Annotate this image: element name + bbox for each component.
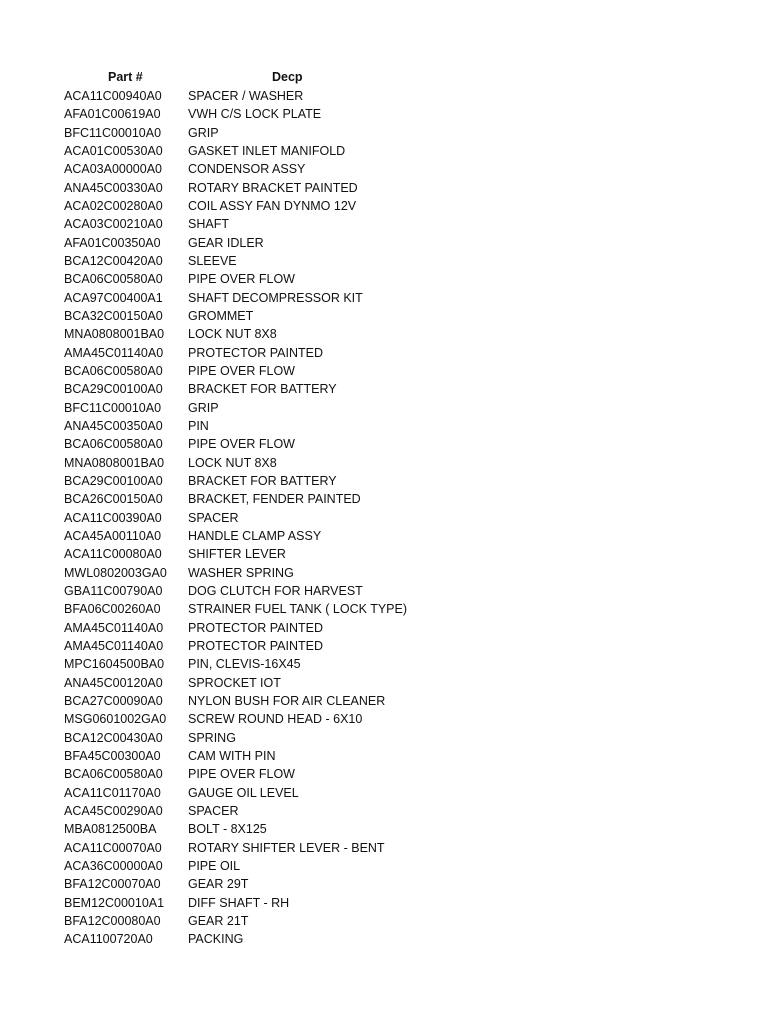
table-row <box>0 692 768 710</box>
part-number-cell: ACA11C00070A0 <box>64 840 162 855</box>
description-cell: DIFF SHAFT - RH <box>188 895 290 910</box>
part-number-cell: BFA06C00260A0 <box>64 602 161 617</box>
part-number-cell: MNA0808001BA0 <box>64 455 165 470</box>
part-number-cell: BCA29C00100A0 <box>64 473 163 488</box>
description-cell: PROTECTOR PAINTED <box>188 345 323 360</box>
part-number-cell: BFA45C00300A0 <box>64 748 161 763</box>
table-row <box>0 509 768 527</box>
part-number-cell: ACA11C01170A0 <box>64 785 161 800</box>
table-row <box>0 875 768 893</box>
description-cell: GAUGE OIL LEVEL <box>188 785 299 800</box>
description-cell: NYLON BUSH FOR AIR CLEANER <box>188 693 386 708</box>
table-row <box>0 435 768 453</box>
table-row <box>0 142 768 160</box>
table-row <box>0 930 768 948</box>
part-number-cell: MNA0808001BA0 <box>64 327 165 342</box>
part-number-cell: BCA06C00580A0 <box>64 437 163 452</box>
table-row <box>0 582 768 600</box>
table-row <box>0 197 768 215</box>
part-number-cell: ACA03C00210A0 <box>64 217 163 232</box>
description-cell: PIPE OVER FLOW <box>188 437 295 452</box>
description-cell: PROTECTOR PAINTED <box>188 620 323 635</box>
table-row <box>0 105 768 123</box>
description-cell: SPRING <box>188 730 236 745</box>
part-number-cell: ANA45C00350A0 <box>64 418 163 433</box>
part-number-cell: ACA97C00400A1 <box>64 290 163 305</box>
part-number-cell: BFA12C00070A0 <box>64 877 161 892</box>
description-cell: ROTARY SHIFTER LEVER - BENT <box>188 840 385 855</box>
part-number-cell: ACA11C00080A0 <box>64 547 162 562</box>
description-cell: BRACKET FOR BATTERY <box>188 473 337 488</box>
description-cell: GROMMET <box>188 308 254 323</box>
part-number-cell: ANA45C00330A0 <box>64 180 163 195</box>
description-cell: COIL ASSY FAN DYNMO 12V <box>188 198 357 213</box>
table-row <box>0 179 768 197</box>
table-row <box>0 362 768 380</box>
part-number-cell: BCA12C00420A0 <box>64 253 163 268</box>
table-header <box>0 68 768 86</box>
description-cell: DOG CLUTCH FOR HARVEST <box>188 583 363 598</box>
description-cell: PIPE OVER FLOW <box>188 363 295 378</box>
description-cell: SLEEVE <box>188 253 237 268</box>
part-number-cell: ACA01C00530A0 <box>64 143 163 158</box>
table-row <box>0 747 768 765</box>
table-row <box>0 307 768 325</box>
table-row <box>0 655 768 673</box>
description-cell: SHAFT DECOMPRESSOR KIT <box>188 290 363 305</box>
description-cell: CAM WITH PIN <box>188 748 276 763</box>
table-row <box>0 490 768 508</box>
description-cell: SHAFT <box>188 217 229 232</box>
table-row <box>0 289 768 307</box>
table-row <box>0 674 768 692</box>
part-number-cell: ACA03A00000A0 <box>64 162 162 177</box>
description-cell: HANDLE CLAMP ASSY <box>188 528 322 543</box>
part-number-cell: BCA12C00430A0 <box>64 730 163 745</box>
part-number-cell: BCA06C00580A0 <box>64 363 163 378</box>
description-cell: GEAR 21T <box>188 913 249 928</box>
table-row <box>0 454 768 472</box>
table-row <box>0 857 768 875</box>
description-cell: BOLT - 8X125 <box>188 822 267 837</box>
table-row <box>0 472 768 490</box>
table-row <box>0 399 768 417</box>
description-cell: PROTECTOR PAINTED <box>188 638 323 653</box>
description-cell: SPACER <box>188 803 239 818</box>
part-number-cell: AMA45C01140A0 <box>64 620 164 635</box>
header-description: Decp <box>272 70 303 84</box>
part-number-cell: BEM12C00010A1 <box>64 895 165 910</box>
part-number-cell: ACA11C00940A0 <box>64 89 162 103</box>
part-number-cell: AMA45C01140A0 <box>64 345 164 360</box>
table-row <box>0 325 768 343</box>
part-number-cell: MWL0802003GA0 <box>64 565 167 580</box>
description-cell: GRIP <box>188 400 219 415</box>
description-cell: CONDENSOR ASSY <box>188 162 306 177</box>
part-number-cell: ACA1100720A0 <box>64 932 153 947</box>
table-row <box>0 252 768 270</box>
part-number-cell: BCA27C00090A0 <box>64 693 163 708</box>
description-cell: PIPE OVER FLOW <box>188 767 295 782</box>
description-cell: ROTARY BRACKET PAINTED <box>188 180 358 195</box>
table-row <box>0 820 768 838</box>
description-cell: SPACER <box>188 510 239 525</box>
table-row <box>0 87 768 105</box>
part-number-cell: BFC11C00010A0 <box>64 400 162 415</box>
table-row <box>0 600 768 618</box>
table-row <box>0 802 768 820</box>
table-row <box>0 710 768 728</box>
part-number-cell: ACA36C00000A0 <box>64 858 163 873</box>
description-cell: SCREW ROUND HEAD - 6X10 <box>188 712 363 727</box>
description-cell: LOCK NUT 8X8 <box>188 455 277 470</box>
part-number-cell: BCA29C00100A0 <box>64 382 163 397</box>
table-row <box>0 729 768 747</box>
description-cell: SPROCKET IOT <box>188 675 281 690</box>
part-number-cell: MSG0601002GA0 <box>64 712 167 727</box>
part-number-cell: AMA45C01140A0 <box>64 638 164 653</box>
part-number-cell: ACA45A00110A0 <box>64 528 162 543</box>
description-cell: PIN <box>188 418 209 433</box>
part-number-cell: BFA12C00080A0 <box>64 913 161 928</box>
part-number-cell: BCA06C00580A0 <box>64 272 163 287</box>
part-number-cell: MPC1604500BA0 <box>64 657 165 672</box>
description-cell: SPACER / WASHER <box>188 89 304 103</box>
table-row <box>0 765 768 783</box>
part-number-cell: ACA02C00280A0 <box>64 198 163 213</box>
description-cell: SHIFTER LEVER <box>188 547 286 562</box>
table-row <box>0 564 768 582</box>
part-number-cell: BCA26C00150A0 <box>64 492 163 507</box>
description-cell: BRACKET FOR BATTERY <box>188 382 337 397</box>
table-row <box>0 344 768 362</box>
table-row <box>0 270 768 288</box>
description-cell: PIPE OVER FLOW <box>188 272 295 287</box>
part-number-cell: ANA45C00120A0 <box>64 675 163 690</box>
description-cell: WASHER SPRING <box>188 565 294 580</box>
table-row <box>0 894 768 912</box>
table-row <box>0 545 768 563</box>
table-row <box>0 784 768 802</box>
table-row <box>0 417 768 435</box>
part-number-cell: BCA32C00150A0 <box>64 308 163 323</box>
description-cell: PACKING <box>188 932 244 947</box>
description-cell: PIPE OIL <box>188 858 241 873</box>
description-cell: BRACKET, FENDER PAINTED <box>188 492 361 507</box>
description-cell: GASKET INLET MANIFOLD <box>188 143 346 158</box>
part-number-cell: MBA0812500BA <box>64 822 157 837</box>
description-cell: GEAR IDLER <box>188 235 264 250</box>
table-row <box>0 527 768 545</box>
table-row <box>0 124 768 142</box>
table-row <box>0 839 768 857</box>
part-number-cell: ACA11C00390A0 <box>64 510 162 525</box>
table-row <box>0 637 768 655</box>
part-number-cell: ACA45C00290A0 <box>64 803 163 818</box>
header-part-number: Part # <box>108 70 143 84</box>
description-cell: STRAINER FUEL TANK ( LOCK TYPE) <box>188 602 408 617</box>
table-row <box>0 380 768 398</box>
table-row <box>0 619 768 637</box>
description-cell: GRIP <box>188 125 219 140</box>
description-cell: VWH C/S LOCK PLATE <box>188 107 322 122</box>
part-number-cell: AFA01C00350A0 <box>64 235 161 250</box>
part-number-cell: GBA11C00790A0 <box>64 583 163 598</box>
part-number-cell: BFC11C00010A0 <box>64 125 162 140</box>
part-number-cell: AFA01C00619A0 <box>64 107 161 122</box>
table-row <box>0 234 768 252</box>
description-cell: GEAR 29T <box>188 877 249 892</box>
table-row <box>0 215 768 233</box>
part-number-cell: BCA06C00580A0 <box>64 767 163 782</box>
description-cell: PIN, CLEVIS-16X45 <box>188 657 301 672</box>
table-row <box>0 160 768 178</box>
table-row <box>0 912 768 930</box>
description-cell: LOCK NUT 8X8 <box>188 327 277 342</box>
